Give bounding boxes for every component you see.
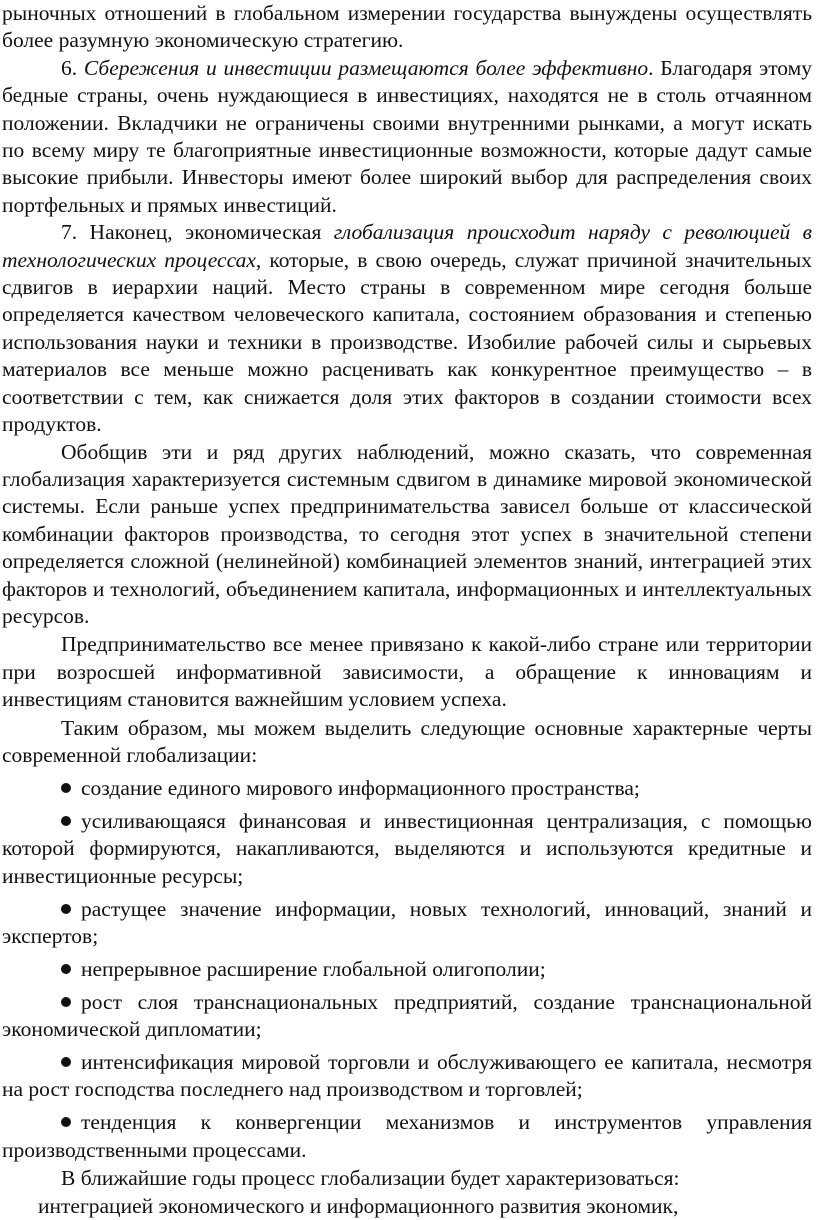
list-item-text: растущее значение информации, новых технологий, инноваций, знаний и экспертов; <box>2 896 812 948</box>
list-item-text: создание единого мирового информационного пространства; <box>81 775 640 800</box>
paragraph-entrepreneurship: Предпринимательство все менее привязано к какой-либо стране или территории при возросшей информативной зависимости, а обращение к инновациям и инвестициям становится важнейшим условием успеха. <box>2 632 812 712</box>
paragraph-point-7 <box>2 219 812 438</box>
bullet-icon <box>61 1117 71 1127</box>
list-item <box>2 896 812 951</box>
list-item <box>2 1109 812 1164</box>
list-item-text: тенденция к конвергенции механизмов и инструментов управления производственными процессами. <box>2 1110 812 1162</box>
list-item-text: усиливающаяся финансовая и инвестиционная централизация, с помощью которой формируются, накапливаются, выделяются и используются кредитные и инвестиционные ресурсы; <box>2 808 812 888</box>
emphasis-text: Сбережения и инвестиции размещаются более эффективно <box>83 55 649 80</box>
paragraph-summary: Обобщив эти и ряд других наблюдений, можно сказать, что современная глобализация характеризуется системным сдвигом в динамике мировой экономической системы. Если раньше успех предпринимательства зависел больше от классической комбинации факторов производства, то сегодня этот успех в значительной степени определяется сложной (нелинейной) комбинацией элементов знаний, интеграцией этих факторов и технологий, объединением капитала, информационных и интеллектуальных ресурсов. <box>2 439 812 628</box>
bullet-icon <box>61 904 71 914</box>
list-item <box>2 956 812 983</box>
list-item <box>2 989 812 1044</box>
paragraph-continuation: рыночных отношений в глобальном измерении государства вынуждены осуществлять более разумную экономическую стратегию. <box>2 1 812 53</box>
bullet-icon <box>61 783 71 793</box>
bullet-icon <box>61 997 71 1007</box>
paragraph-outlook: В ближайшие годы процесс глобализации будет характеризоваться: <box>61 1166 680 1191</box>
bullet-icon <box>61 1057 71 1067</box>
bullet-icon <box>61 816 71 826</box>
emphasis-text: глобализация происходит наряду с революцией в технологических процессах <box>2 220 812 272</box>
paragraph-lead: 7. Наконец, экономическая <box>61 220 334 245</box>
list-item-text: непрерывное расширение глобальной олигополии; <box>81 956 546 981</box>
paragraph-text: . Благодаря этому бедные страны, очень нуждающиеся в инвестициях, находятся не в столь отчаянном положении. Вкладчики не ограничены своими внутренними рынками, а могут искать по всему миру те благоприятные инвестиционные возможности, которые дадут самые высокие прибыли. Инвесторы имеют более широкий выбор для распределения своих портфельных и прямых инвестиций. <box>2 55 813 217</box>
list-item <box>2 808 812 890</box>
paragraph-features-intro: Таким образом, мы можем выделить следующие основные характерные черты современной глобализации: <box>2 715 812 767</box>
list-item-text: рост слоя транснациональных предприятий, создание транснациональной экономической дипломатии; <box>2 989 812 1042</box>
paragraph-text: , которые, в свою очередь, служат причиной значительных сдвигов в иерархии наций. Место страны в современном мире сегодня больше определяется качеством человеческого капитала, состоянием образования и степенью использования науки и техники в производстве. Изобилие рабочей силы и сырьевых материалов все меньше можно расценивать как конкурентное преимущество – в соответствии с тем, как снижается доля этих факторов в создании стоимости всех продуктов. <box>2 247 812 437</box>
list-item-text: интенсификация мировой торговли и обслуживающего ее капитала, несмотря на рост господства последнего над производством и торговлей; <box>2 1050 812 1102</box>
list-item <box>2 1049 812 1104</box>
paragraph-outlook-item: интеграцией экономического и информационного развития экономик, <box>38 1193 679 1218</box>
point-number: 6. <box>61 55 84 80</box>
features-list <box>2 775 812 1164</box>
paragraph-point-6 <box>2 55 812 219</box>
bullet-icon <box>61 964 71 974</box>
list-item <box>2 775 812 802</box>
